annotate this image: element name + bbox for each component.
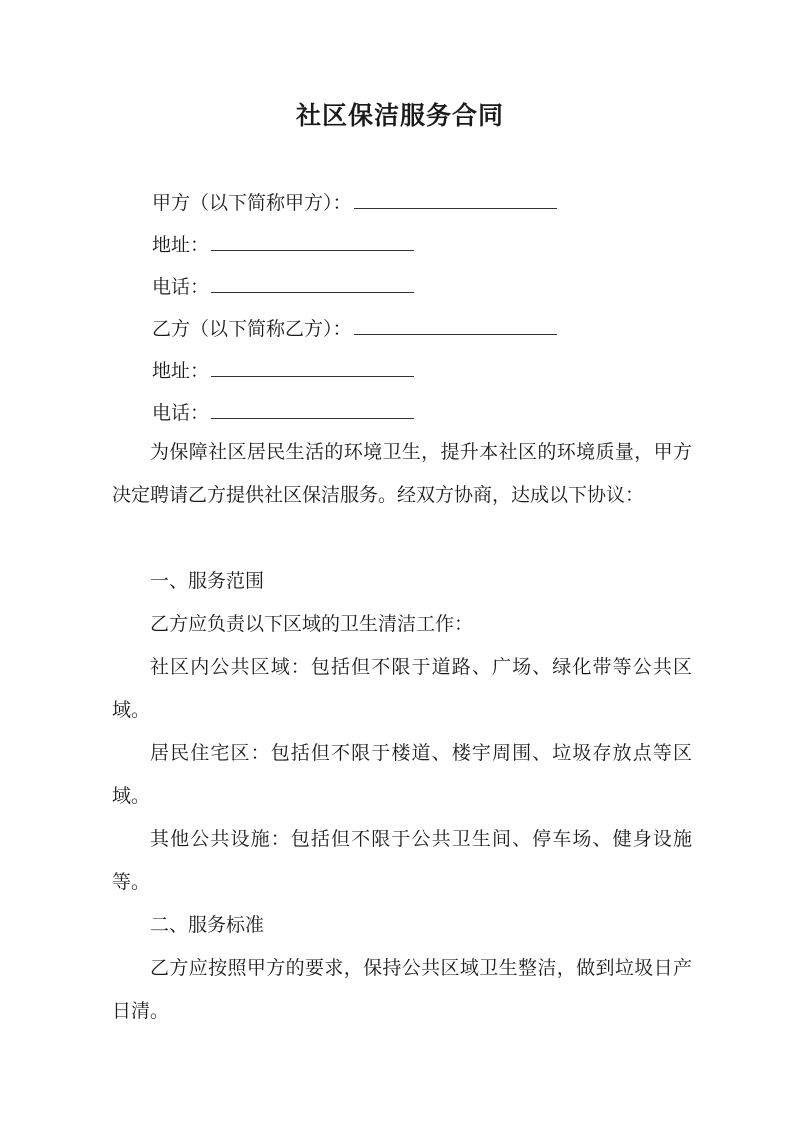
party-b-phone-line	[152, 400, 414, 425]
section2-text: 乙方应按照甲方的要求，保持公共区域卫生整洁，做到垃圾日产日清。	[112, 957, 692, 1022]
party-a-phone-label: 电话：	[152, 276, 210, 298]
section1-heading: 一、服务范围	[150, 570, 265, 592]
party-b-address-line	[152, 358, 414, 383]
section1-item1: 社区内公共区域：包括但不限于道路、广场、绿化带等公共区域。	[112, 656, 692, 721]
party-a-line	[152, 190, 557, 215]
section1-item3: 其他公共设施：包括但不限于公共卫生间、停车场、健身设施等。	[112, 828, 692, 893]
party-a-blank	[354, 190, 557, 209]
party-b-address-blank	[211, 358, 414, 377]
section1-item2: 居民住宅区：包括但不限于楼道、楼宇周围、垃圾存放点等区域。	[112, 742, 692, 807]
section2-heading: 二、服务标准	[150, 914, 265, 936]
party-a-address-label: 地址：	[152, 234, 210, 256]
party-b-address-label: 地址：	[152, 360, 210, 382]
document-title: 社区保洁服务合同	[295, 101, 504, 130]
party-b-phone-blank	[211, 400, 414, 419]
party-b-blank	[354, 316, 557, 335]
party-a-phone-line	[152, 274, 414, 299]
section1-lead: 乙方应负责以下区域的卫生清洁工作：	[150, 613, 474, 635]
party-b-phone-label: 电话：	[152, 402, 210, 424]
party-b-line	[152, 316, 557, 341]
intro-paragraph: 为保障社区居民生活的环境卫生，提升本社区的环境质量，甲方决定聘请乙方提供社区保洁服务。经双方协商，达成以下协议：	[112, 441, 692, 506]
party-b-label: 乙方（以下简称乙方）：	[152, 318, 352, 340]
party-a-address-blank	[211, 232, 414, 251]
party-a-phone-blank	[211, 274, 414, 293]
party-a-label: 甲方（以下简称甲方）：	[152, 192, 352, 214]
party-a-address-line	[152, 232, 414, 257]
